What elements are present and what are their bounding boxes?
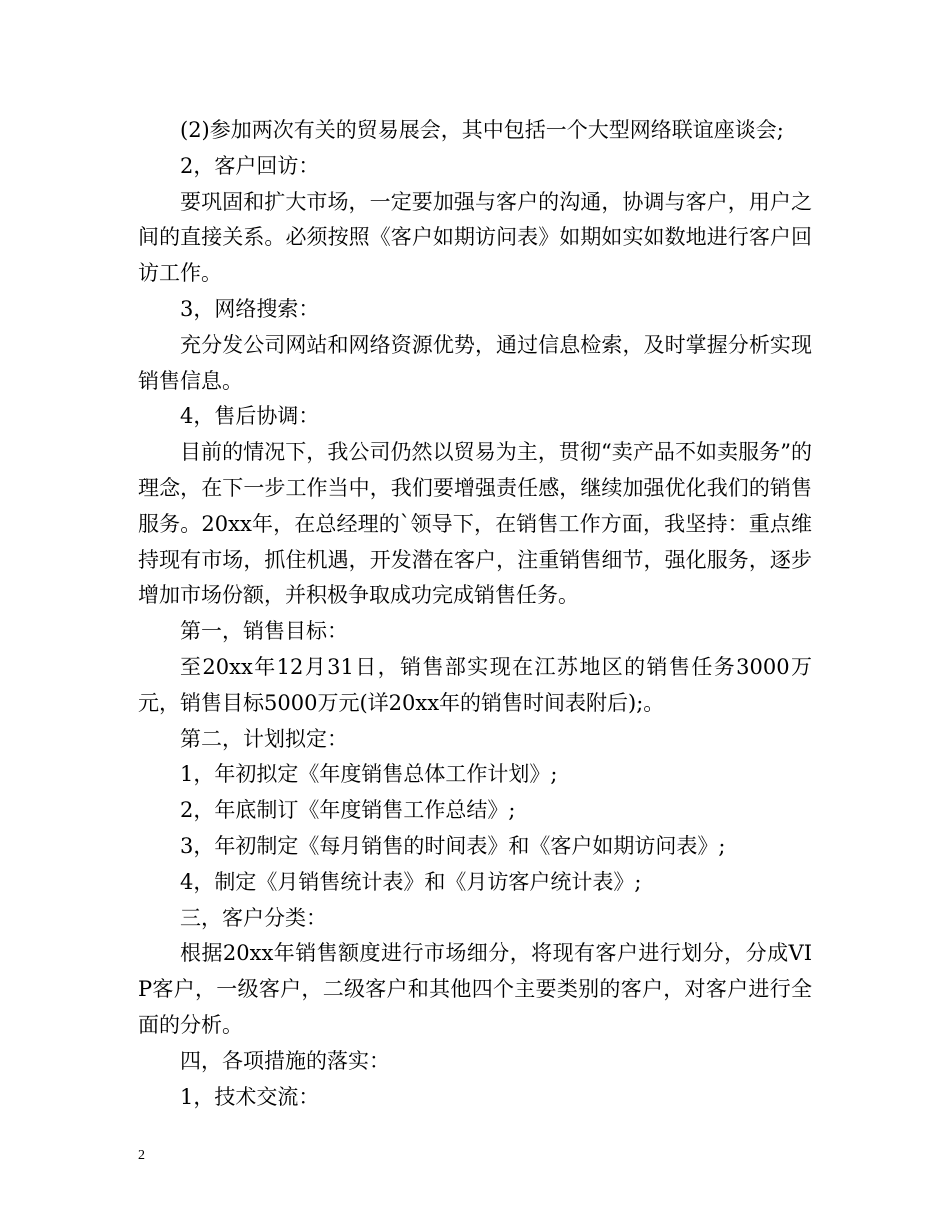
heading-measures: 四，各项措施的落实： <box>180 1048 390 1073</box>
paragraph-sales-target: 至20xx年12月31日，销售部实现在江苏地区的销售任务3000万元，销售目标5000万元(详20xx年的销售时间表附后);。 <box>138 654 812 715</box>
heading-plan: 第二，计划拟定： <box>180 726 348 751</box>
heading-network-search: 3，网络搜索： <box>180 296 320 321</box>
paragraph-trade-fair: (2)参加两次有关的贸易展会，其中包括一个大型网络联谊座谈会; <box>180 118 784 142</box>
document-body <box>138 113 812 1115</box>
heading-customer-classification: 三，客户分类： <box>180 905 327 930</box>
list-item-plan-4: 4，制定《月销售统计表》和《月访客户统计表》; <box>180 869 642 894</box>
list-item-plan-2: 2，年底制订《年度销售工作总结》; <box>180 798 516 823</box>
paragraph-network-search: 充分发公司网站和网络资源优势，通过信息检索，及时掌握分析实现销售信息。 <box>138 332 812 393</box>
heading-sales-target: 第一，销售目标： <box>180 619 348 644</box>
paragraph-customer-classification: 根据20xx年销售额度进行市场细分，将现有客户进行划分，分成VIP客户，一级客户，二级客户和其他四个主要类别的客户，对客户进行全面的分析。 <box>138 941 812 1037</box>
list-item-plan-1: 1，年初拟定《年度销售总体工作计划》; <box>180 762 558 787</box>
page-number: 2 <box>138 1148 145 1163</box>
list-item-plan-3: 3，年初制定《每月销售的时间表》和《客户如期访问表》; <box>180 833 726 858</box>
heading-customer-visit: 2，客户回访： <box>180 153 320 178</box>
heading-technical-exchange: 1，技术交流： <box>180 1084 320 1109</box>
paragraph-customer-visit: 要巩固和扩大市场，一定要加强与客户的沟通，协调与客户，用户之间的直接关系。必须按照《客户如期访问表》如期如实如数地进行客户回访工作。 <box>138 189 812 286</box>
paragraph-after-sales: 目前的情况下，我公司仍然以贸易为主，贯彻“卖产品不如卖服务”的理念，在下一步工作当中，我们要增强责任感，继续加强优化我们的销售服务。20xx年，在总经理的`领导下，在销售工作方面，我坚持：重点维持现有市场，抓住机遇，开发潜在客户，注重销售细节，强化服务，逐步增加市场份额，并积极争取成功完成销售任务。 <box>138 440 812 608</box>
heading-after-sales: 4，售后协调： <box>180 404 320 429</box>
